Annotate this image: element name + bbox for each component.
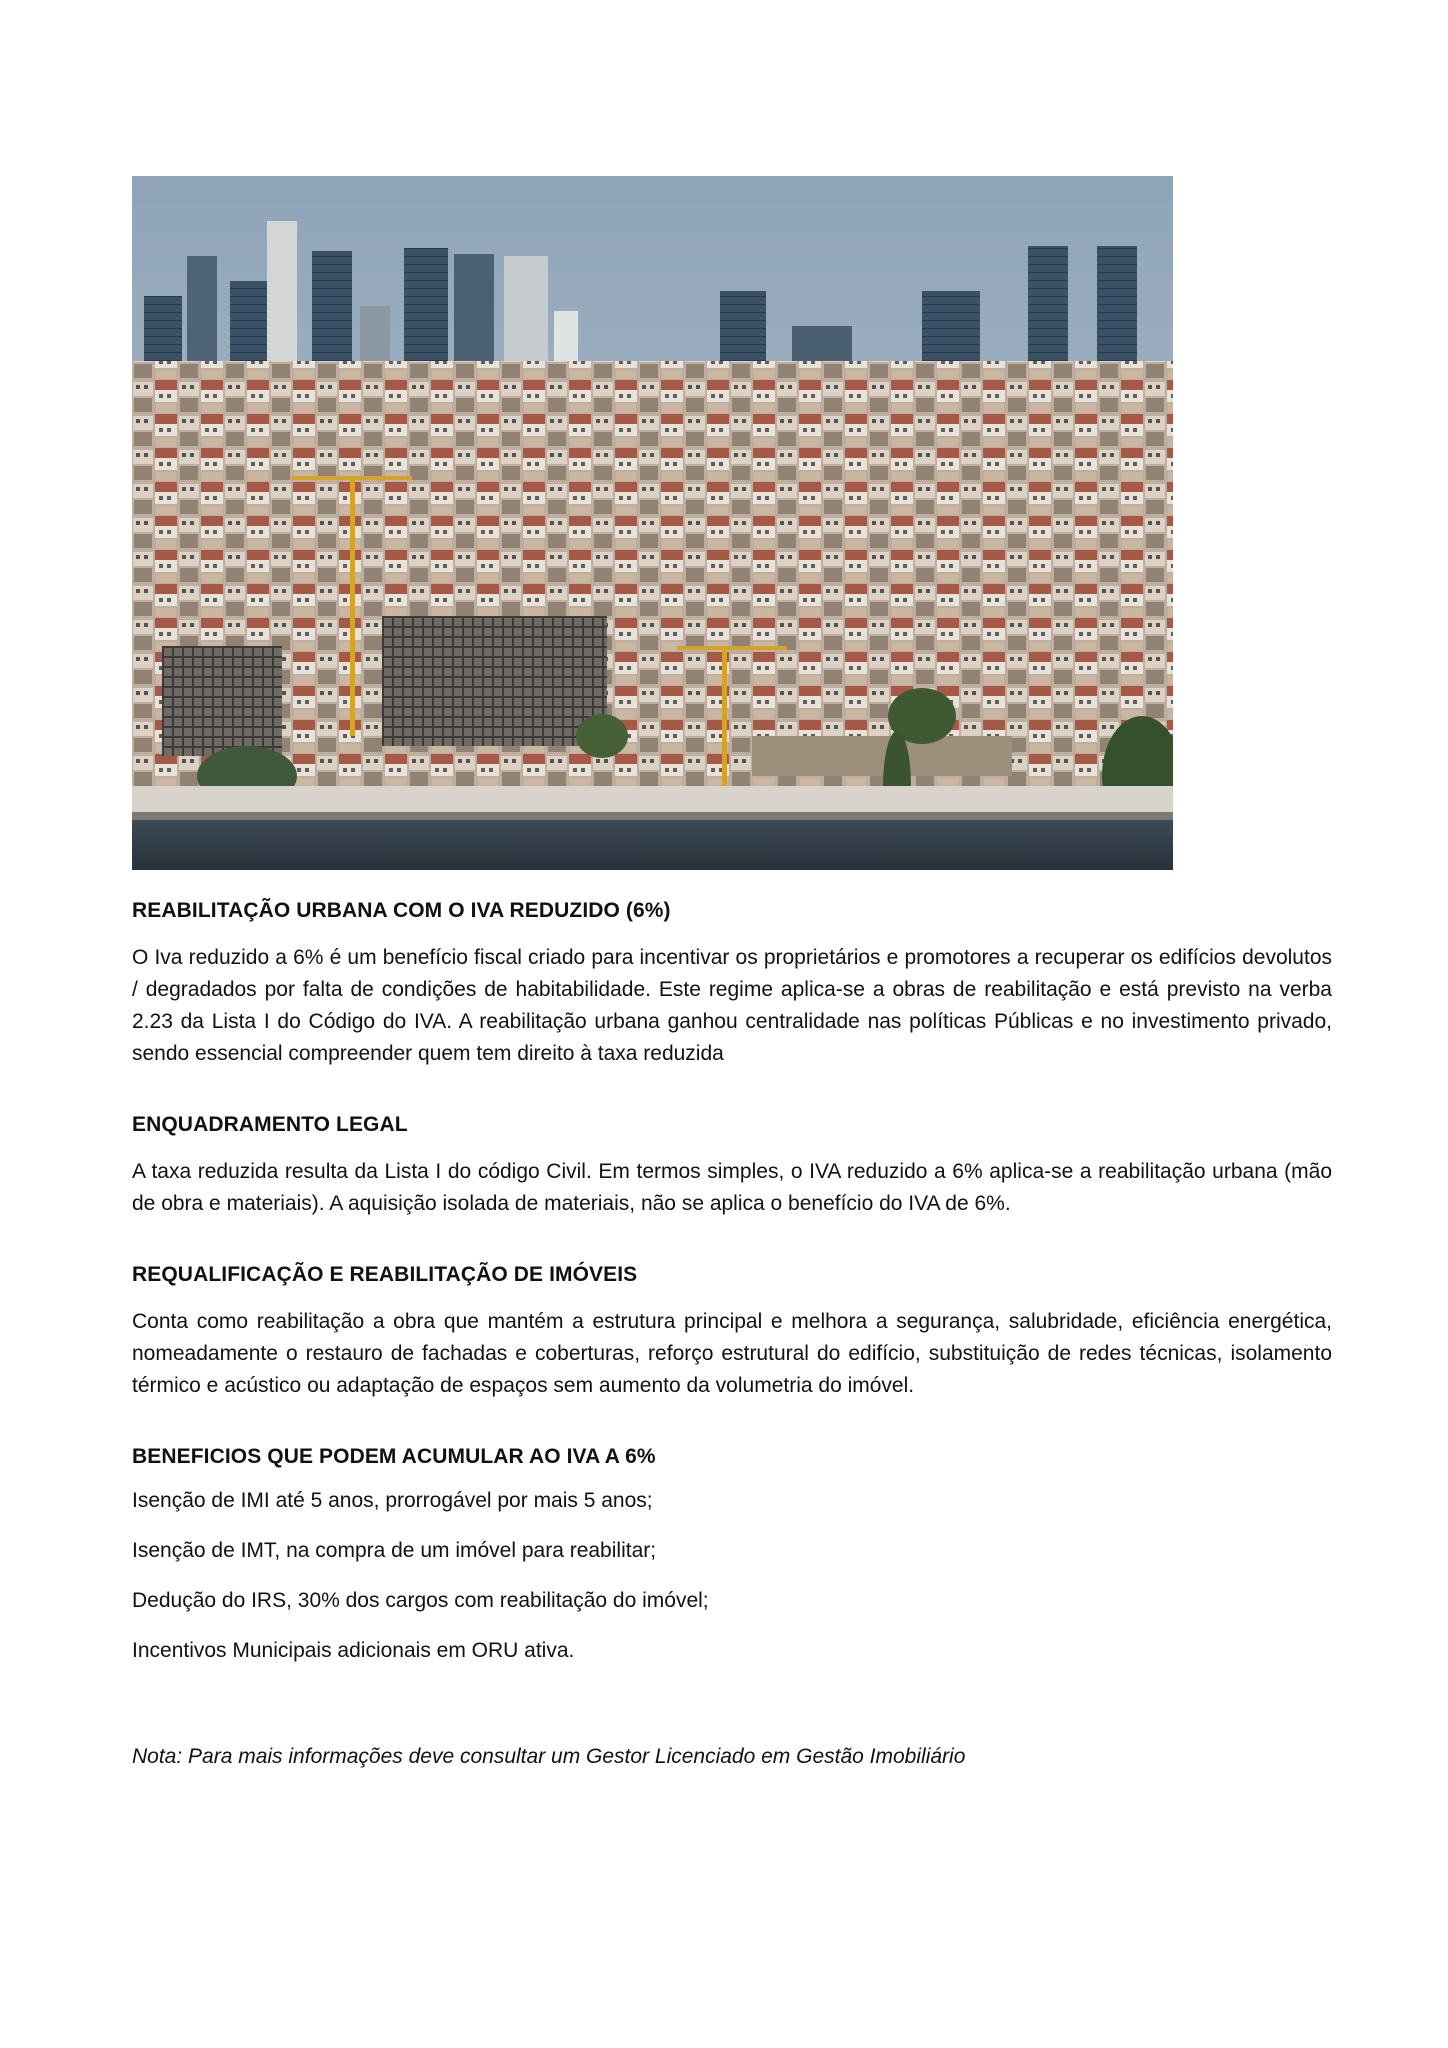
list-item: Isenção de IMT, na compra de um imóvel para reabilitar;	[132, 1539, 657, 1562]
document-page	[132, 176, 1332, 1772]
list-item: Incentivos Municipais adicionais em ORU ativa.	[132, 1639, 575, 1662]
footer-note: Nota: Para mais informações deve consultar um Gestor Licenciado em Gestão Imobiliário	[132, 1745, 966, 1768]
section-title-enquadramento-legal: ENQUADRAMENTO LEGAL	[132, 1113, 408, 1136]
section-body-requalificacao: Conta como reabilitação a obra que mantém a estrutura principal e melhora a segurança, salubridade, eficiência energética, nomeadamente o restauro de fachadas e coberturas, reforço estrutural do edifício, substituição de redes técnicas, isolamento térmico e acústico ou adaptação de espaços sem aumento da volumetria do imóvel.	[132, 1310, 1332, 1397]
section-body-reabilitacao-urbana: O Iva reduzido a 6% é um benefício fiscal criado para incentivar os proprietários e promotores a recuperar os edifícios devolutos / degradados por falta de condições de habitabilidade. Este regime aplica-se a obras de reabilitação e está previsto na verba 2.23 da Lista I do Código do IVA. A reabilitação urbana ganhou centralidade nas políticas Públicas e no investimento privado, sendo essencial compreender quem tem direito à taxa reduzida	[132, 946, 1332, 1065]
list-item: Dedução do IRS, 30% dos cargos com reabilitação do imóvel;	[132, 1589, 709, 1612]
section-body-enquadramento-legal: A taxa reduzida resulta da Lista I do código Civil. Em termos simples, o IVA reduzido a 6% aplica-se a reabilitação urbana (mão de obra e materiais). A aquisição isolada de materiais, não se aplica o benefício do IVA de 6%.	[132, 1160, 1332, 1215]
list-item: Isenção de IMI até 5 anos, prorrogável por mais 5 anos;	[132, 1489, 653, 1512]
section-title-requalificacao: REQUALIFICAÇÃO E REABILITAÇÃO DE IMÓVEIS	[132, 1263, 638, 1286]
section-title-reabilitacao-urbana: REABILITAÇÃO URBANA COM O IVA REDUZIDO (6%)	[132, 899, 671, 922]
benefits-list	[132, 1486, 1332, 1666]
city-skyline-photo	[132, 176, 1173, 870]
section-title-beneficios: BENEFICIOS QUE PODEM ACUMULAR AO IVA A 6%	[132, 1445, 656, 1468]
